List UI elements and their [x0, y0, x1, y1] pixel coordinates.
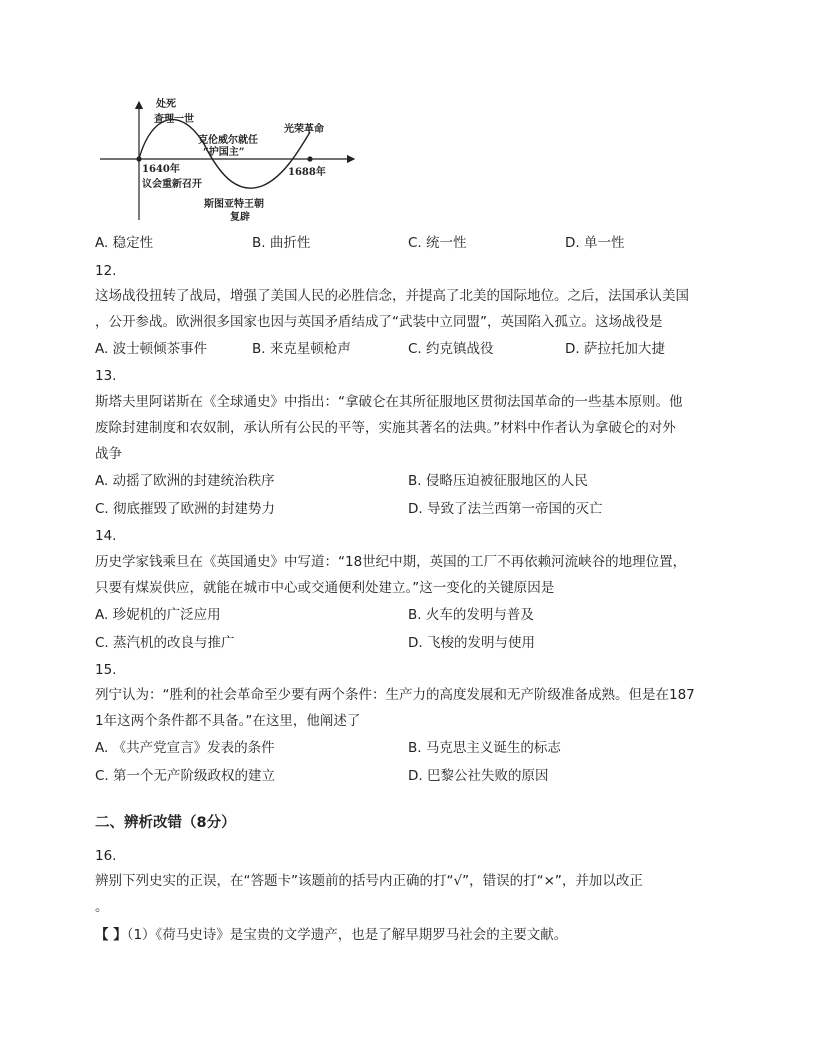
q12-option-d[interactable]: D. 萨拉托加大捷 — [565, 341, 665, 357]
q16-number: 16. — [95, 848, 117, 864]
q16-stem-line-1: 辨别下列史实的正误，在“答题卡”该题前的括号内正确的打“√”，错误的打“×”，并加以改正 — [95, 873, 643, 889]
point-1688 — [307, 156, 312, 161]
q15-stem-line-2: 1年这两个条件都不具备。”在这里，他阐述了 — [95, 713, 361, 729]
q13-stem-line-1: 斯塔夫里阿诺斯在《全球通史》中指出：“拿破仑在其所征服地区贯彻法国革命的一些基本原则。他 — [95, 394, 683, 410]
q11-option-b[interactable]: B. 曲折性 — [252, 235, 311, 251]
q13-option-a[interactable]: A. 动摇了欧洲的封建统治秩序 — [95, 473, 275, 489]
q14-option-a[interactable]: A. 珍妮机的广泛应用 — [95, 607, 221, 623]
q16-item-1 — [95, 926, 567, 944]
q13-option-d[interactable]: D. 导致了法兰西第一帝国的灭亡 — [408, 501, 603, 517]
label-execution-2: 查理一世 — [154, 114, 194, 125]
point-1640 — [136, 156, 141, 161]
q15-option-c[interactable]: C. 第一个无产阶级政权的建立 — [95, 768, 276, 784]
q13-number: 13. — [95, 368, 117, 384]
label-cromwell-1: 克伦威尔就任 — [198, 135, 258, 146]
q14-number: 14. — [95, 528, 117, 544]
q12-number: 12. — [95, 263, 117, 279]
q15-stem-line-1: 列宁认为：“胜利的社会革命至少要有两个条件：生产力的高度发展和无产阶级准备成熟。但是在187 — [95, 687, 695, 703]
q16-item-1-text: （1）《荷马史诗》是宝贵的文学遗产，也是了解早期罗马社会的主要文献。 — [126, 927, 568, 943]
label-execution-1: 处死 — [156, 99, 176, 110]
q11-option-a[interactable]: A. 稳定性 — [95, 235, 154, 251]
q13-option-c[interactable]: C. 彻底摧毁了欧洲的封建势力 — [95, 501, 276, 517]
english-revolution-diagram — [92, 92, 367, 227]
q15-option-d[interactable]: D. 巴黎公社失败的原因 — [408, 768, 549, 784]
q14-option-c[interactable]: C. 蒸汽机的改良与推广 — [95, 635, 235, 651]
q12-stem-line-1: 这场战役扭转了战局，增强了美国人民的必胜信念，并提高了北美的国际地位。之后，法国承认美国 — [95, 288, 689, 304]
label-start-2: 议会重新召开 — [142, 179, 202, 190]
q13-stem-line-2: 废除封建制度和农奴制，承认所有公民的平等，实施其著名的法典。”材料中作者认为拿破仑的对外 — [95, 420, 676, 436]
q13-stem-line-3: 战争 — [95, 446, 122, 462]
label-stuart-1: 斯图亚特王朝 — [204, 199, 264, 210]
q11-option-c[interactable]: C. 统一性 — [408, 235, 467, 251]
q15-option-a[interactable]: A. 《共产党宣言》发表的条件 — [95, 740, 275, 756]
q14-stem-line-2: 只要有煤炭供应，就能在城市中心或交通便利处建立。”这一变化的关键原因是 — [95, 580, 555, 596]
q15-option-b[interactable]: B. 马克思主义诞生的标志 — [408, 740, 561, 756]
q11-option-d[interactable]: D. 单一性 — [565, 235, 625, 251]
label-start-1: 1640年 — [142, 164, 180, 175]
label-cromwell-2: “护国主” — [203, 147, 245, 158]
label-glorious: 光荣革命 — [284, 124, 324, 135]
q12-option-b[interactable]: B. 来克星顿枪声 — [252, 341, 351, 357]
label-stuart-2: 复辟 — [230, 212, 250, 223]
q16-stem-line-2: 。 — [95, 899, 109, 915]
q15-number: 15. — [95, 662, 117, 678]
section-2-title: 二、辨析改错（8分） — [95, 815, 236, 831]
q14-option-d[interactable]: D. 飞梭的发明与使用 — [408, 635, 535, 651]
q14-option-b[interactable]: B. 火车的发明与普及 — [408, 607, 534, 623]
q14-stem-line-1: 历史学家钱乘旦在《英国通史》中写道：“18世纪中期，英国的工厂不再依赖河流峡谷的地理位置， — [95, 554, 687, 570]
q13-option-b[interactable]: B. 侵略压迫被征服地区的人民 — [408, 473, 588, 489]
q12-option-a[interactable]: A. 波士顿倾茶事件 — [95, 341, 208, 357]
q12-stem-line-2: ，公开参战。欧洲很多国家也因与英国矛盾结成了“武装中立同盟”，英国陷入孤立。这场战役是 — [95, 314, 663, 330]
label-end: 1688年 — [288, 167, 326, 178]
q16-item-1-bracket[interactable]: 【 】 — [95, 927, 127, 943]
q12-option-c[interactable]: C. 约克镇战役 — [408, 341, 494, 357]
